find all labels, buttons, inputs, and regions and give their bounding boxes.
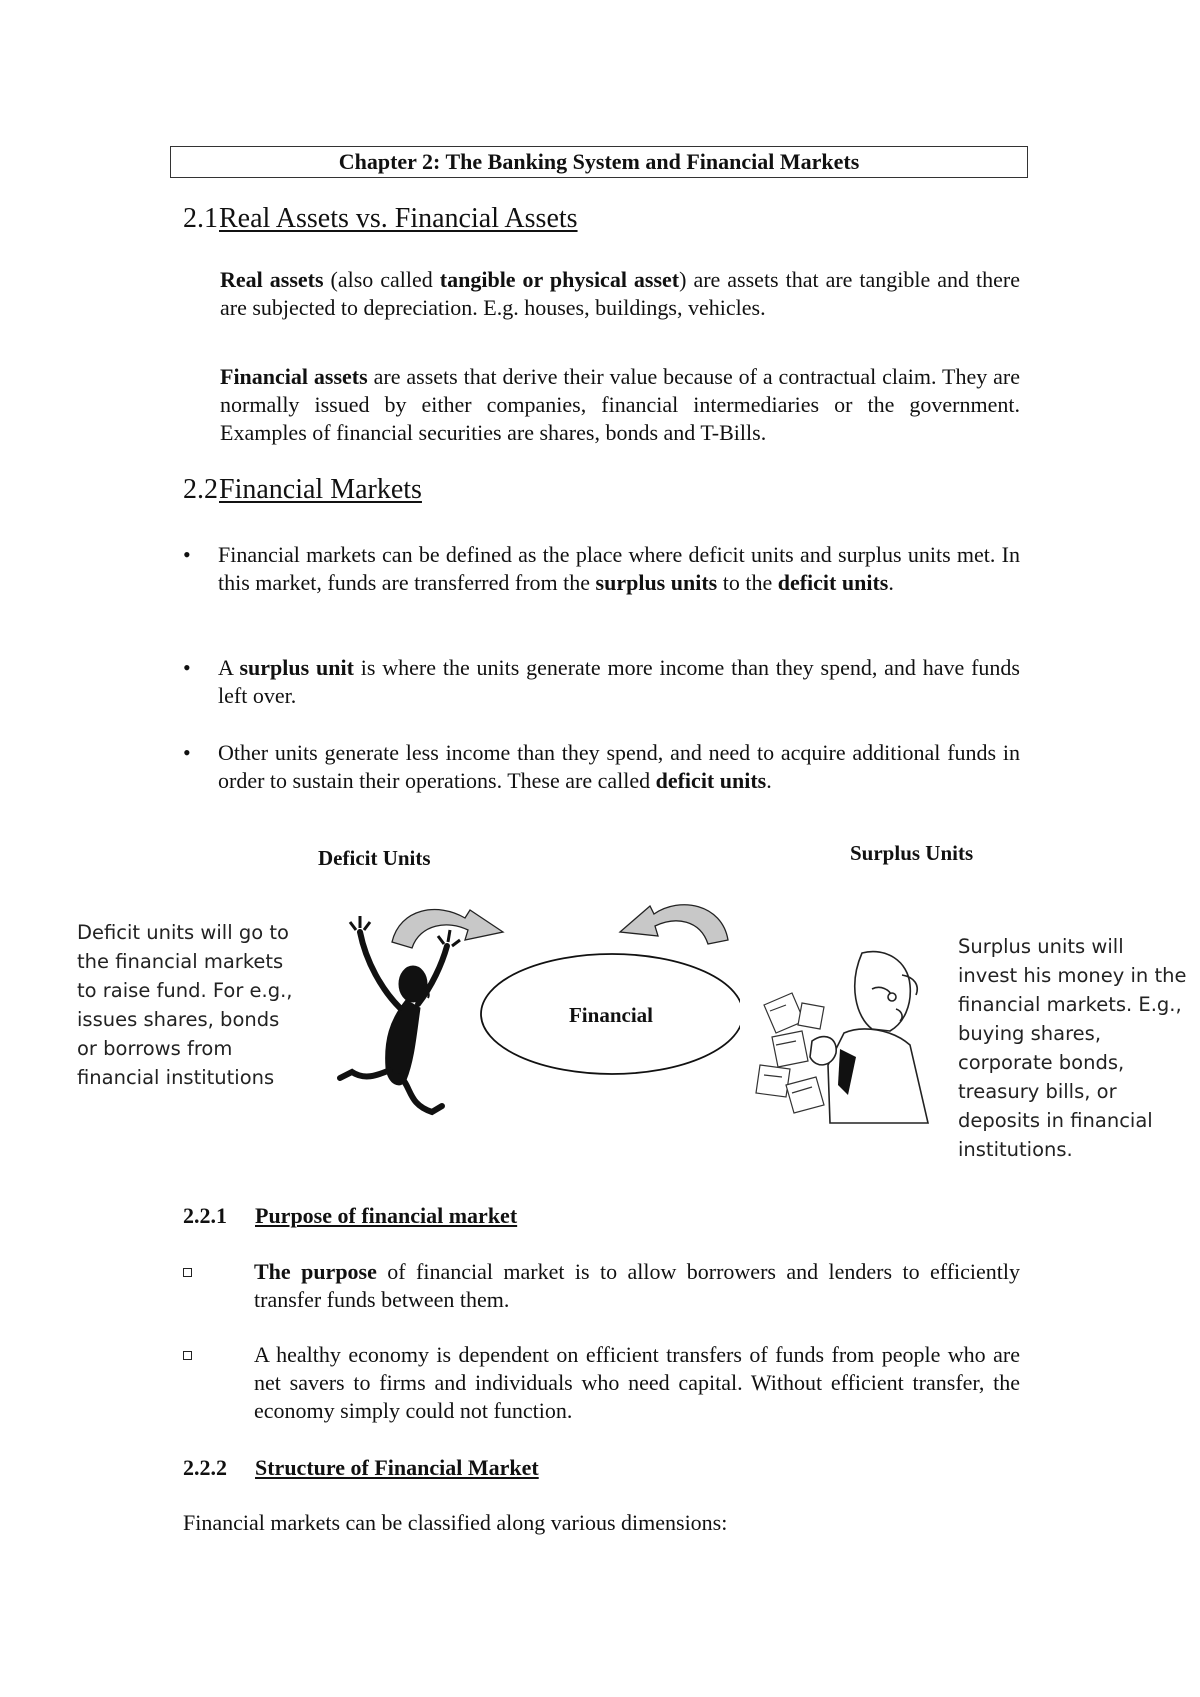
term-surplus-unit: surplus unit (239, 655, 354, 680)
checkbox-bullet-icon (183, 1268, 192, 1277)
text: is where the units generate more income than they spend, and have funds left over. (218, 655, 1020, 708)
real-assets-paragraph (220, 266, 1020, 322)
section-number: 2.2.2 (183, 1455, 227, 1480)
term-surplus-units: surplus units (595, 570, 718, 595)
section-2-2-2-heading (183, 1455, 539, 1481)
bullet-financial-markets (218, 541, 1020, 597)
surplus-units-label: Surplus Units (850, 841, 974, 865)
text: . (766, 768, 772, 793)
text: of financial market is to allow borrowers and lenders to efficiently transfer funds between them. (254, 1259, 1020, 1312)
section-number: 2.1 (183, 203, 218, 234)
text: ) are assets that are tangible and there are subjected to depreciation. E.g. houses, buildings, vehicles. (220, 267, 1020, 320)
text: A (218, 655, 240, 680)
deficit-figure-icon (340, 916, 460, 1112)
bullet-icon: • (183, 740, 191, 765)
financial-assets-paragraph (220, 363, 1020, 447)
section-title: Purpose of financial market (255, 1203, 518, 1228)
section-title: Financial Markets (219, 474, 422, 505)
text: (also called (323, 267, 440, 292)
surplus-units-note: Surplus units will invest his money in the financial markets. E.g., buying shares, corporate bonds, treasury bills, or deposits in financial institutions. (958, 935, 1187, 1161)
term-financial-assets: Financial assets (220, 364, 368, 389)
section-number: 2.2.1 (183, 1203, 227, 1228)
text: are assets that derive their value because of a contractual claim. They are normally issued by either companies, financial intermediaries or the government. Examples of financial securities are shares, bonds and T-Bills. (220, 364, 1020, 445)
checkbox-bullet-icon (183, 1351, 192, 1360)
structure-intro: Financial markets can be classified along various dimensions: (183, 1510, 728, 1535)
deficit-units-label: Deficit Units (318, 846, 431, 870)
term-purpose: The purpose (254, 1259, 377, 1284)
curved-arrow-icon (620, 905, 728, 944)
text: Other units generate less income than they spend, and need to acquire additional funds in order to sustain their operations. These are called (218, 740, 1020, 793)
deficit-units-note: Deficit units will go to the financial markets to raise fund. For e.g., issues shares, bonds or borrows from financial institutions (77, 921, 293, 1089)
bullet-surplus-unit (218, 654, 1020, 710)
bullet-deficit-units (218, 739, 1020, 795)
section-number: 2.2 (183, 474, 218, 505)
surplus-figure-icon (752, 945, 952, 1125)
term-deficit-units: deficit units (777, 570, 889, 595)
term-deficit-units: deficit units (655, 768, 767, 793)
section-title: Structure of Financial Market (255, 1455, 539, 1480)
healthy-economy-item (254, 1341, 1020, 1425)
text: A healthy economy is dependent on efficient transfers of funds from people who are net savers to firms and individuals who need capital. Without efficient transfer, the economy simply could not function. (254, 1342, 1020, 1423)
section-2-2-1-heading (183, 1203, 517, 1229)
text: Financial markets can be defined as the place where deficit units and surplus units met. In this market, funds are transferred from the (218, 542, 1020, 595)
section-2-2-heading (183, 474, 422, 506)
curved-arrow-icon (392, 910, 503, 948)
term-real-assets: Real assets (220, 267, 324, 292)
purpose-item (254, 1258, 1020, 1314)
chapter-title: Chapter 2: The Banking System and Financial Markets (170, 146, 1028, 178)
section-title: Real Assets vs. Financial Assets (219, 203, 578, 234)
term-tangible-asset: tangible or physical asset (439, 267, 680, 292)
financial-market-label: Financial (568, 1003, 653, 1027)
section-2-1-heading (183, 203, 578, 235)
text: . (888, 570, 894, 595)
bullet-icon: • (183, 655, 191, 680)
text: to the (717, 570, 778, 595)
bullet-icon: • (183, 542, 191, 567)
